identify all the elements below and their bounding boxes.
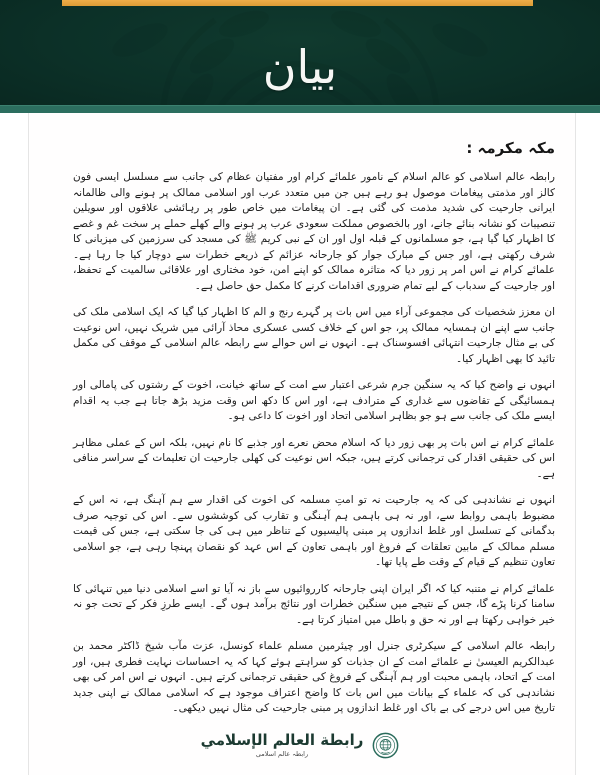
statement-paragraph: ان معزز شخصیات کی مجموعی آراء میں اس بات پر گہرے رنج و الم کا اظہار کیا گیا کہ ایک اسلامی ملک کی جانب سے اپنے ان ہمسایہ ممالک پر، جو اس کے خلاف کسی عسکری محاذ آرائی میں شریک نہیں، اس نوعیت کی بے مثال جارحیت انتہائی افسوسناک ہے۔ انہوں نے اس حوالے سے رابطہ عالم اسلامی کے موقف کی مکمل تائید کا بھی اظہار کیا۔	[73, 306, 555, 365]
logo-title: رابطة العالم الإسلامي	[200, 730, 364, 749]
footer-logo	[0, 732, 600, 759]
mwl-emblem-icon	[372, 732, 399, 759]
statement-paragraph: رابطہ عالم اسلامی کو عالم اسلام کے نامور علمائے کرام اور مفتیان عظام کی جانب سے مسلسل ایسی فون کالز اور مذمتی پیغامات موصول ہو رہے ہیں جن میں متعدد عرب اور اسلامی ممالک پر ہونے والی ظالمانہ ایرانی جارحیت کی شدید مذمت کی گئی ہے۔ ان پیغامات میں خاص طور پر رہائشی علاقوں اور سویلین تنصیبات کو نشانہ بنائے جانے، اور بالخصوص مملکت سعودی عرب پر ہونے والے کھلے حملے پر سخت غم و غصے کا اظہار کیا گیا ہے، جو مسلمانوں کے قبلہ اول اور ان کے نبی کریم ﷺ کی مسجد کی سرزمین کی میزبانی کا شرف رکھتی ہے، اور جس کے مبارک جوار کو جارحانہ عزائم کے ذریعے خطرات سے دوچار کیا جا رہا ہے۔ علمائے کرام نے اس امر پر زور دیا کہ متاثرہ ممالک کو اپنے امن، خود مختاری اور علاقائی سالمیت کے تحفظ، اور جارحیت کے سدباب کے لیے تمام ضروری اقدامات کرنے کا مکمل حق حاصل ہے۔	[73, 171, 555, 292]
statement-paragraph: علمائے کرام نے اس بات پر بھی زور دیا کہ اسلام محض نعرے اور جذبے کا نام نہیں، بلکہ اس کے عملی مظاہر اس کی حقیقی اقدار کی ترجمانی کرتے ہیں، جبکہ اس نوعیت کی کھلی جارحیت ان تعلیمات کے سراسر منافی ہے۔	[73, 436, 555, 480]
statement-paragraph: انہوں نے واضح کیا کہ یہ سنگین جرم شرعی اعتبار سے امت کے ساتھ خیانت، اخوت کے رشتوں کی پامالی اور ہمسائیگی کے تقاضوں سے غداری کے مترادف ہے، اور اس کا دکھ اس وقت مزید بڑھ جاتا ہے جب یہ اقدام ایسے ملک کی جانب سے ہو جو بظاہر اسلامی اتحاد اور اخوت کا داعی ہو۔	[73, 379, 555, 422]
statement-paragraph: رابطہ عالم اسلامی کے سیکرٹری جنرل اور چیئرمین مسلم علماء کونسل، عزت مآب شیخ ڈاکٹر محمد بن عبدالکریم العیسیٰ نے علمائے امت کے ان جذبات کو سراہتے ہوئے کہا کہ یہ احساسات نہایت فطری ہیں، اور امت کے اتحاد، باہمی محبت اور ہم آہنگی کے فروغ کی حقیقی ترجمانی کرتے ہیں۔ انہوں نے اس امر کی بھی نشاندہی کی کہ علماء کے بیانات میں اس بات کا واضح اعتراف موجود ہے کہ اسلامی ممالک نے اپنی جدید تاریخ میں اس درجے کی بے باک اور غلط اندازوں پر مبنی جارحیت کی مثال نہیں دیکھی۔	[73, 640, 555, 714]
gold-accent-bar	[62, 0, 533, 6]
banner-divider	[0, 105, 600, 113]
statement-body	[73, 170, 555, 717]
dateline: مکہ مکرمہ :	[466, 139, 555, 157]
logo-subtitle: رابطہ عالم اسلامی	[255, 750, 309, 759]
document-content	[29, 113, 575, 717]
statement-paragraph: انہوں نے نشاندہی کی کہ یہ جارحیت نہ تو امتِ مسلمہ کی اخوت کی اقدار سے ہم آہنگ ہے، نہ اس کے مضبوط باہمی روابط سے، اور نہ ہی باہمی ہم آہنگی و تقارب کی کوششوں سے۔ اس کی توجیہ صرف بدگمانی کے تسلسل اور غلط اندازوں پر مبنی پالیسیوں کے تناظر میں ہی کی جا سکتی ہے، جس کی قیمت مسلم ممالک کے مابین تعلقات کے فروغ اور باہمی تعاون کے اس عہد کو نقصان پہنچا رہی ہے، جو اسلامی تعاون تنظیم کے قیام کے وقت طے پایا تھا۔	[73, 494, 555, 568]
statement-banner	[0, 0, 600, 113]
statement-paragraph: علمائے کرام نے متنبہ کیا کہ اگر ایران اپنی جارحانہ کارروائیوں سے باز نہ آیا تو اسے اسلامی دنیا میں تنہائی کا سامنا کرنا پڑے گا، جس کے نتیجے میں سنگین خطرات اور نتائج برآمد ہوں گے۔ ایسے طرزِ فکر کے تحت جو نہ خیر خواہی رکھتا ہے اور نہ حق و باطل میں امتیاز کرتا ہے۔	[73, 582, 555, 626]
logo-text	[200, 730, 364, 759]
document-sheet	[28, 113, 576, 775]
statement-title: بيان	[262, 40, 338, 94]
